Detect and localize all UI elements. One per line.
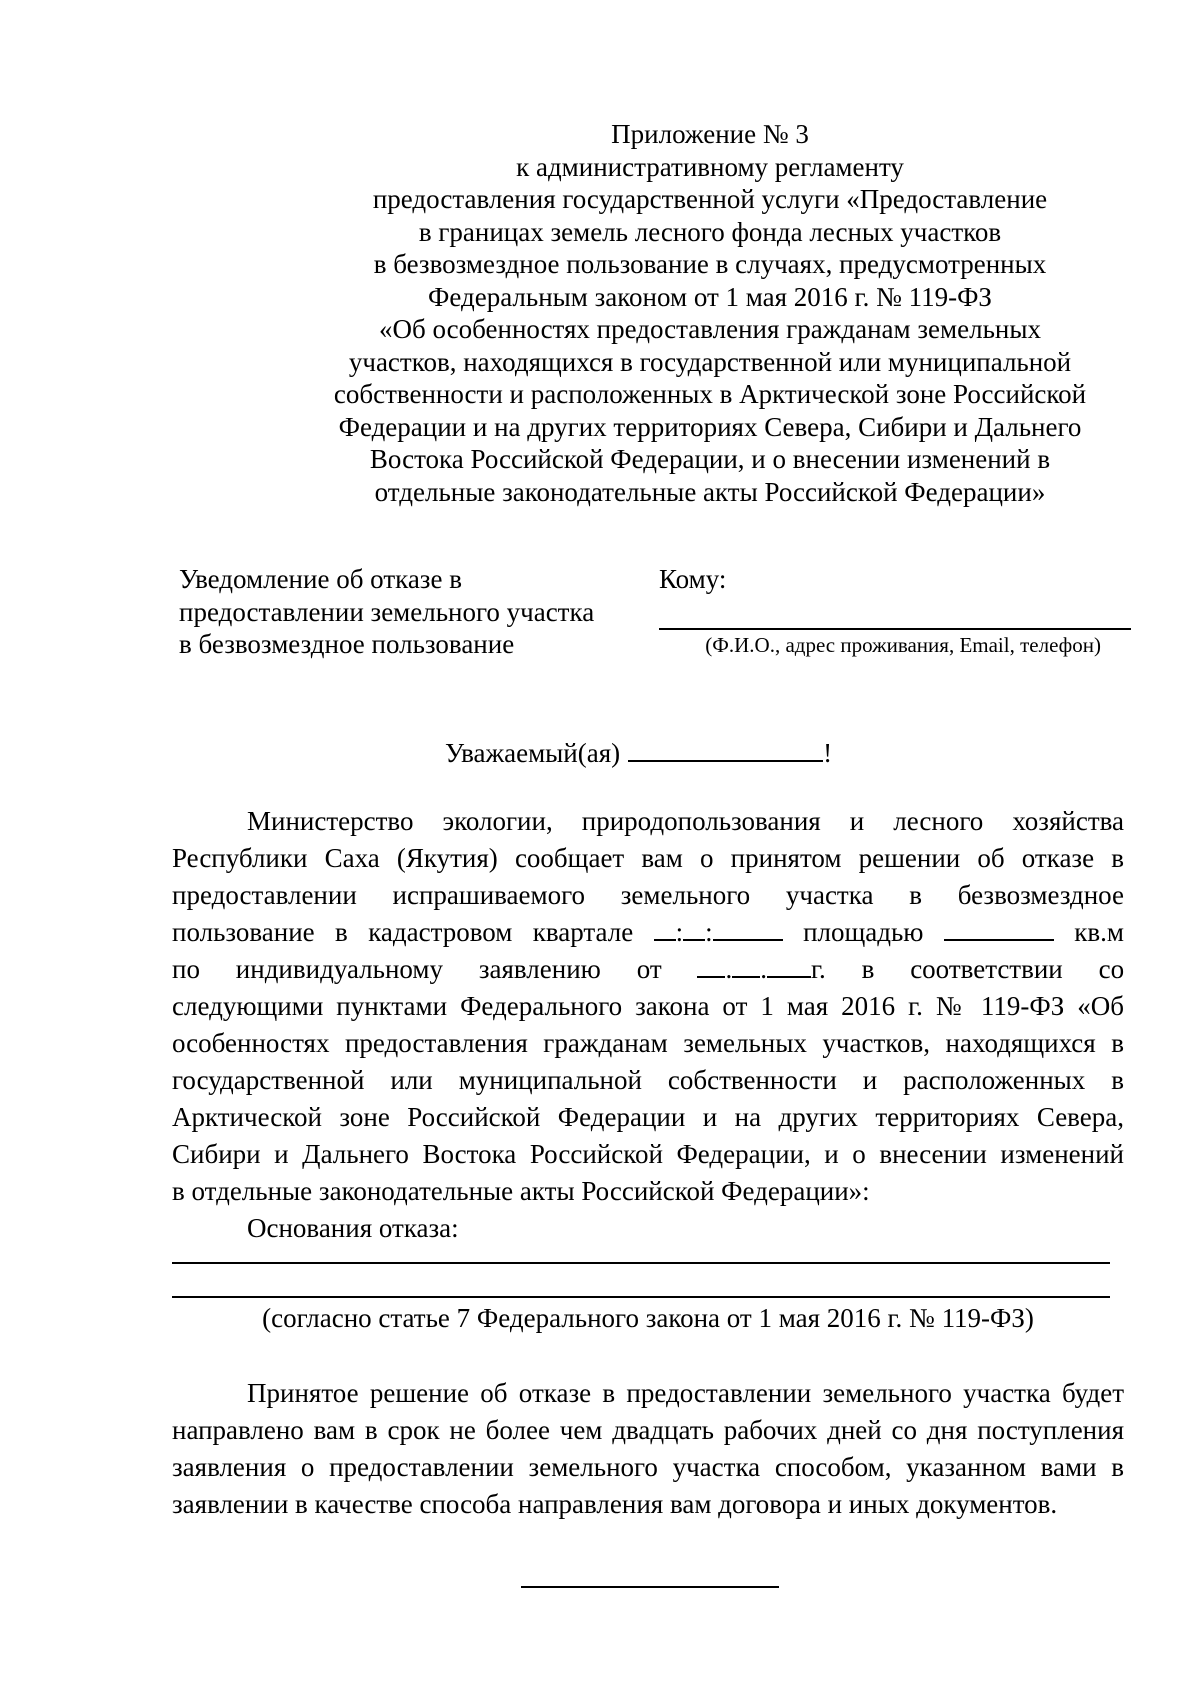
body-word: заявлению [478, 954, 601, 984]
notice-title-line: в безвозмездное пользование [179, 629, 515, 659]
final-paragraph [172, 1375, 1124, 1523]
cadastral-blank: : : [654, 917, 783, 947]
notice-title-line: Уведомление об отказе в [179, 564, 462, 594]
reason-blank-line [172, 1262, 1110, 1264]
appendix-line: участков, находящихся в государственной или муниципальной [348, 346, 1072, 377]
body-line: Арктической зоне Российской Федерации и на других территориях Севера, [172, 1102, 1124, 1132]
body-word: со [1098, 954, 1125, 984]
body-paragraph [172, 803, 1124, 1247]
appendix-line: Приложение № 3 [611, 119, 809, 149]
body-word: индивидуальному [235, 954, 443, 984]
area-blank [944, 917, 1054, 941]
appendix-line: «Об особенностях предоставления гражданам земельных [379, 314, 1041, 344]
greeting-suffix: ! [823, 738, 833, 768]
final-line: направлено вам в срок не более чем двадцать рабочих дней со дня поступления [172, 1415, 1124, 1445]
body-word: по [172, 954, 200, 984]
appendix-line: в границах земель лесного фонда лесных участков [418, 216, 1002, 247]
body-word: соответствии [910, 954, 1063, 984]
appendix-header [300, 118, 1120, 508]
notice-title [179, 563, 594, 661]
reason-note: (согласно статье 7 Федерального закона от 1 мая 2016 г. № 119-ФЗ) [262, 1303, 1034, 1333]
appendix-line: Востока Российской Федерации, и о внесении изменений в [369, 444, 1051, 474]
recipient-blank-line [659, 628, 1131, 630]
appendix-line: Федеральным законом от 1 мая 2016 г. № 119-ФЗ [428, 281, 992, 312]
reason-blank-line [172, 1296, 1110, 1298]
notice-title-line: предоставлении земельного участка [179, 596, 595, 627]
appendix-line: собственности и расположенных в Арктической зоне Российской [333, 379, 1087, 409]
area-label: площадью [803, 917, 924, 947]
body-line: в отдельные законодательные акты Российской Федерации»: [172, 1176, 870, 1206]
body-line: следующими пунктами Федерального закона от 1 мая 2016 г. № 119-ФЗ «Об [172, 991, 1124, 1021]
body-line: Сибири и Дальнего Востока Российской Федерации, и о внесении изменений [172, 1139, 1124, 1169]
recipient-label: Кому: [659, 564, 727, 594]
greeting-prefix: Уважаемый(ая) [445, 738, 621, 768]
appendix-line: отдельные законодательные акты Российской Федерации» [374, 476, 1046, 507]
body-line-date [172, 951, 1124, 988]
body-line-cadastral [172, 914, 1124, 951]
body-line: государственной или муниципальной собственности и расположенных в [172, 1065, 1124, 1095]
final-line: Принятое решение об отказе в предоставлении земельного участка будет [247, 1378, 1124, 1408]
signature-line [521, 1586, 779, 1588]
cadastral-label: пользование в кадастровом квартале [172, 917, 634, 947]
body-line: Республики Саха (Якутия) сообщает вам о принятом решении об отказе в [172, 843, 1124, 873]
final-line: заявлении в качестве способа направления вам договора и иных документов. [172, 1489, 1058, 1519]
recipient-hint: (Ф.И.О., адрес проживания, Email, телефон) [705, 633, 1101, 657]
body-line: Министерство экологии, природопользования и лесного хозяйства [247, 806, 1124, 836]
date-blank: . . г. в [697, 954, 874, 984]
body-word: от [636, 954, 662, 984]
greeting-name-blank [628, 738, 823, 762]
appendix-line: Федерации и на других территориях Севера, Сибири и Дальнего [338, 411, 1082, 442]
greeting [445, 737, 832, 770]
body-line: особенностях предоставления гражданам земельных участков, находящихся в [172, 1028, 1124, 1058]
final-line: заявления о предоставлении земельного участка способом, указанном вами в [172, 1452, 1124, 1482]
appendix-line: к административному регламенту [516, 151, 904, 182]
appendix-line: в безвозмездное пользование в случаях, предусмотренных [373, 249, 1047, 279]
body-line: предоставлении испрашиваемого земельного участка в безвозмездное [172, 880, 1124, 910]
reasons-label: Основания отказа: [247, 1213, 459, 1243]
appendix-line: предоставления государственной услуги «Предоставление [372, 184, 1048, 214]
area-unit: кв.м [1074, 917, 1124, 947]
